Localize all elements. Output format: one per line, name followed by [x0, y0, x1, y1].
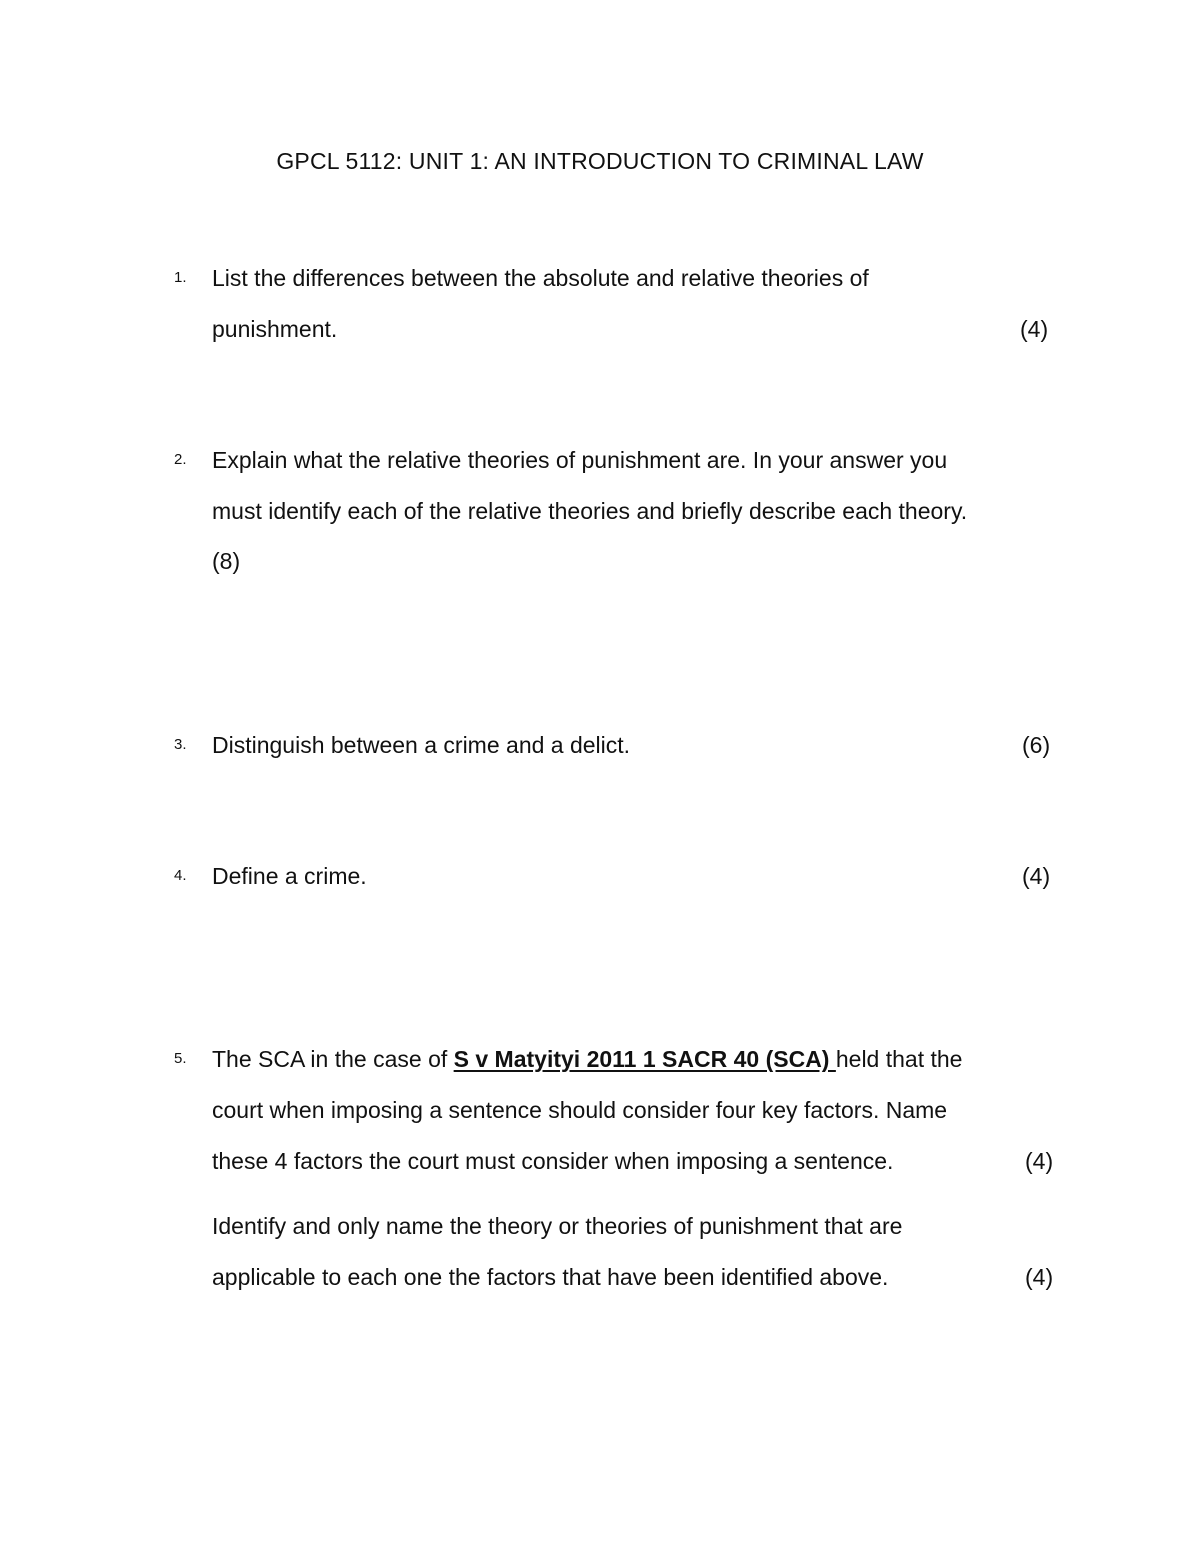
question-5-line-1-suffix: held that the — [835, 1046, 963, 1072]
question-5-number: 5. — [174, 1050, 187, 1067]
question-3-number: 3. — [174, 736, 187, 753]
question-3-marks: (6) — [1022, 732, 1051, 758]
question-2-line-2: must identify each of the relative theories and briefly describe each theory. — [212, 498, 968, 524]
question-3-line-1: Distinguish between a crime and a delict. — [212, 732, 631, 758]
question-2-marks: (8) — [212, 548, 241, 574]
question-5-line-3: these 4 factors the court must consider when imposing a sentence. — [212, 1148, 894, 1174]
question-5-marks: (4) — [1025, 1148, 1054, 1174]
question-1-marks: (4) — [1020, 316, 1049, 342]
question-2-line-1: Explain what the relative theories of punishment are. In your answer you — [212, 447, 948, 473]
question-1-line-2: punishment. — [212, 316, 338, 342]
question-1-number: 1. — [174, 269, 187, 286]
question-4-line-1: Define a crime. — [212, 863, 367, 889]
document-title: GPCL 5112: UNIT 1: AN INTRODUCTION TO CRIMINAL LAW — [276, 148, 924, 174]
question-5-line-1-prefix: The SCA in the case of — [212, 1046, 454, 1072]
question-5-line-2: court when imposing a sentence should consider four key factors. Name — [212, 1097, 948, 1123]
question-4-number: 4. — [174, 867, 187, 884]
question-5-followup-line-2: applicable to each one the factors that have been identified above. — [212, 1264, 889, 1290]
question-4-marks: (4) — [1022, 863, 1051, 889]
question-5-followup-marks: (4) — [1025, 1264, 1054, 1290]
question-5-line-1 — [212, 1040, 962, 1078]
question-2-number: 2. — [174, 451, 187, 468]
case-reference: S v Matyityi 2011 1 SACR 40 (SCA) — [453, 1046, 836, 1072]
question-5-followup-line-1: Identify and only name the theory or theories of punishment that are — [212, 1213, 903, 1239]
question-1-line-1: List the differences between the absolute and relative theories of — [212, 265, 869, 291]
